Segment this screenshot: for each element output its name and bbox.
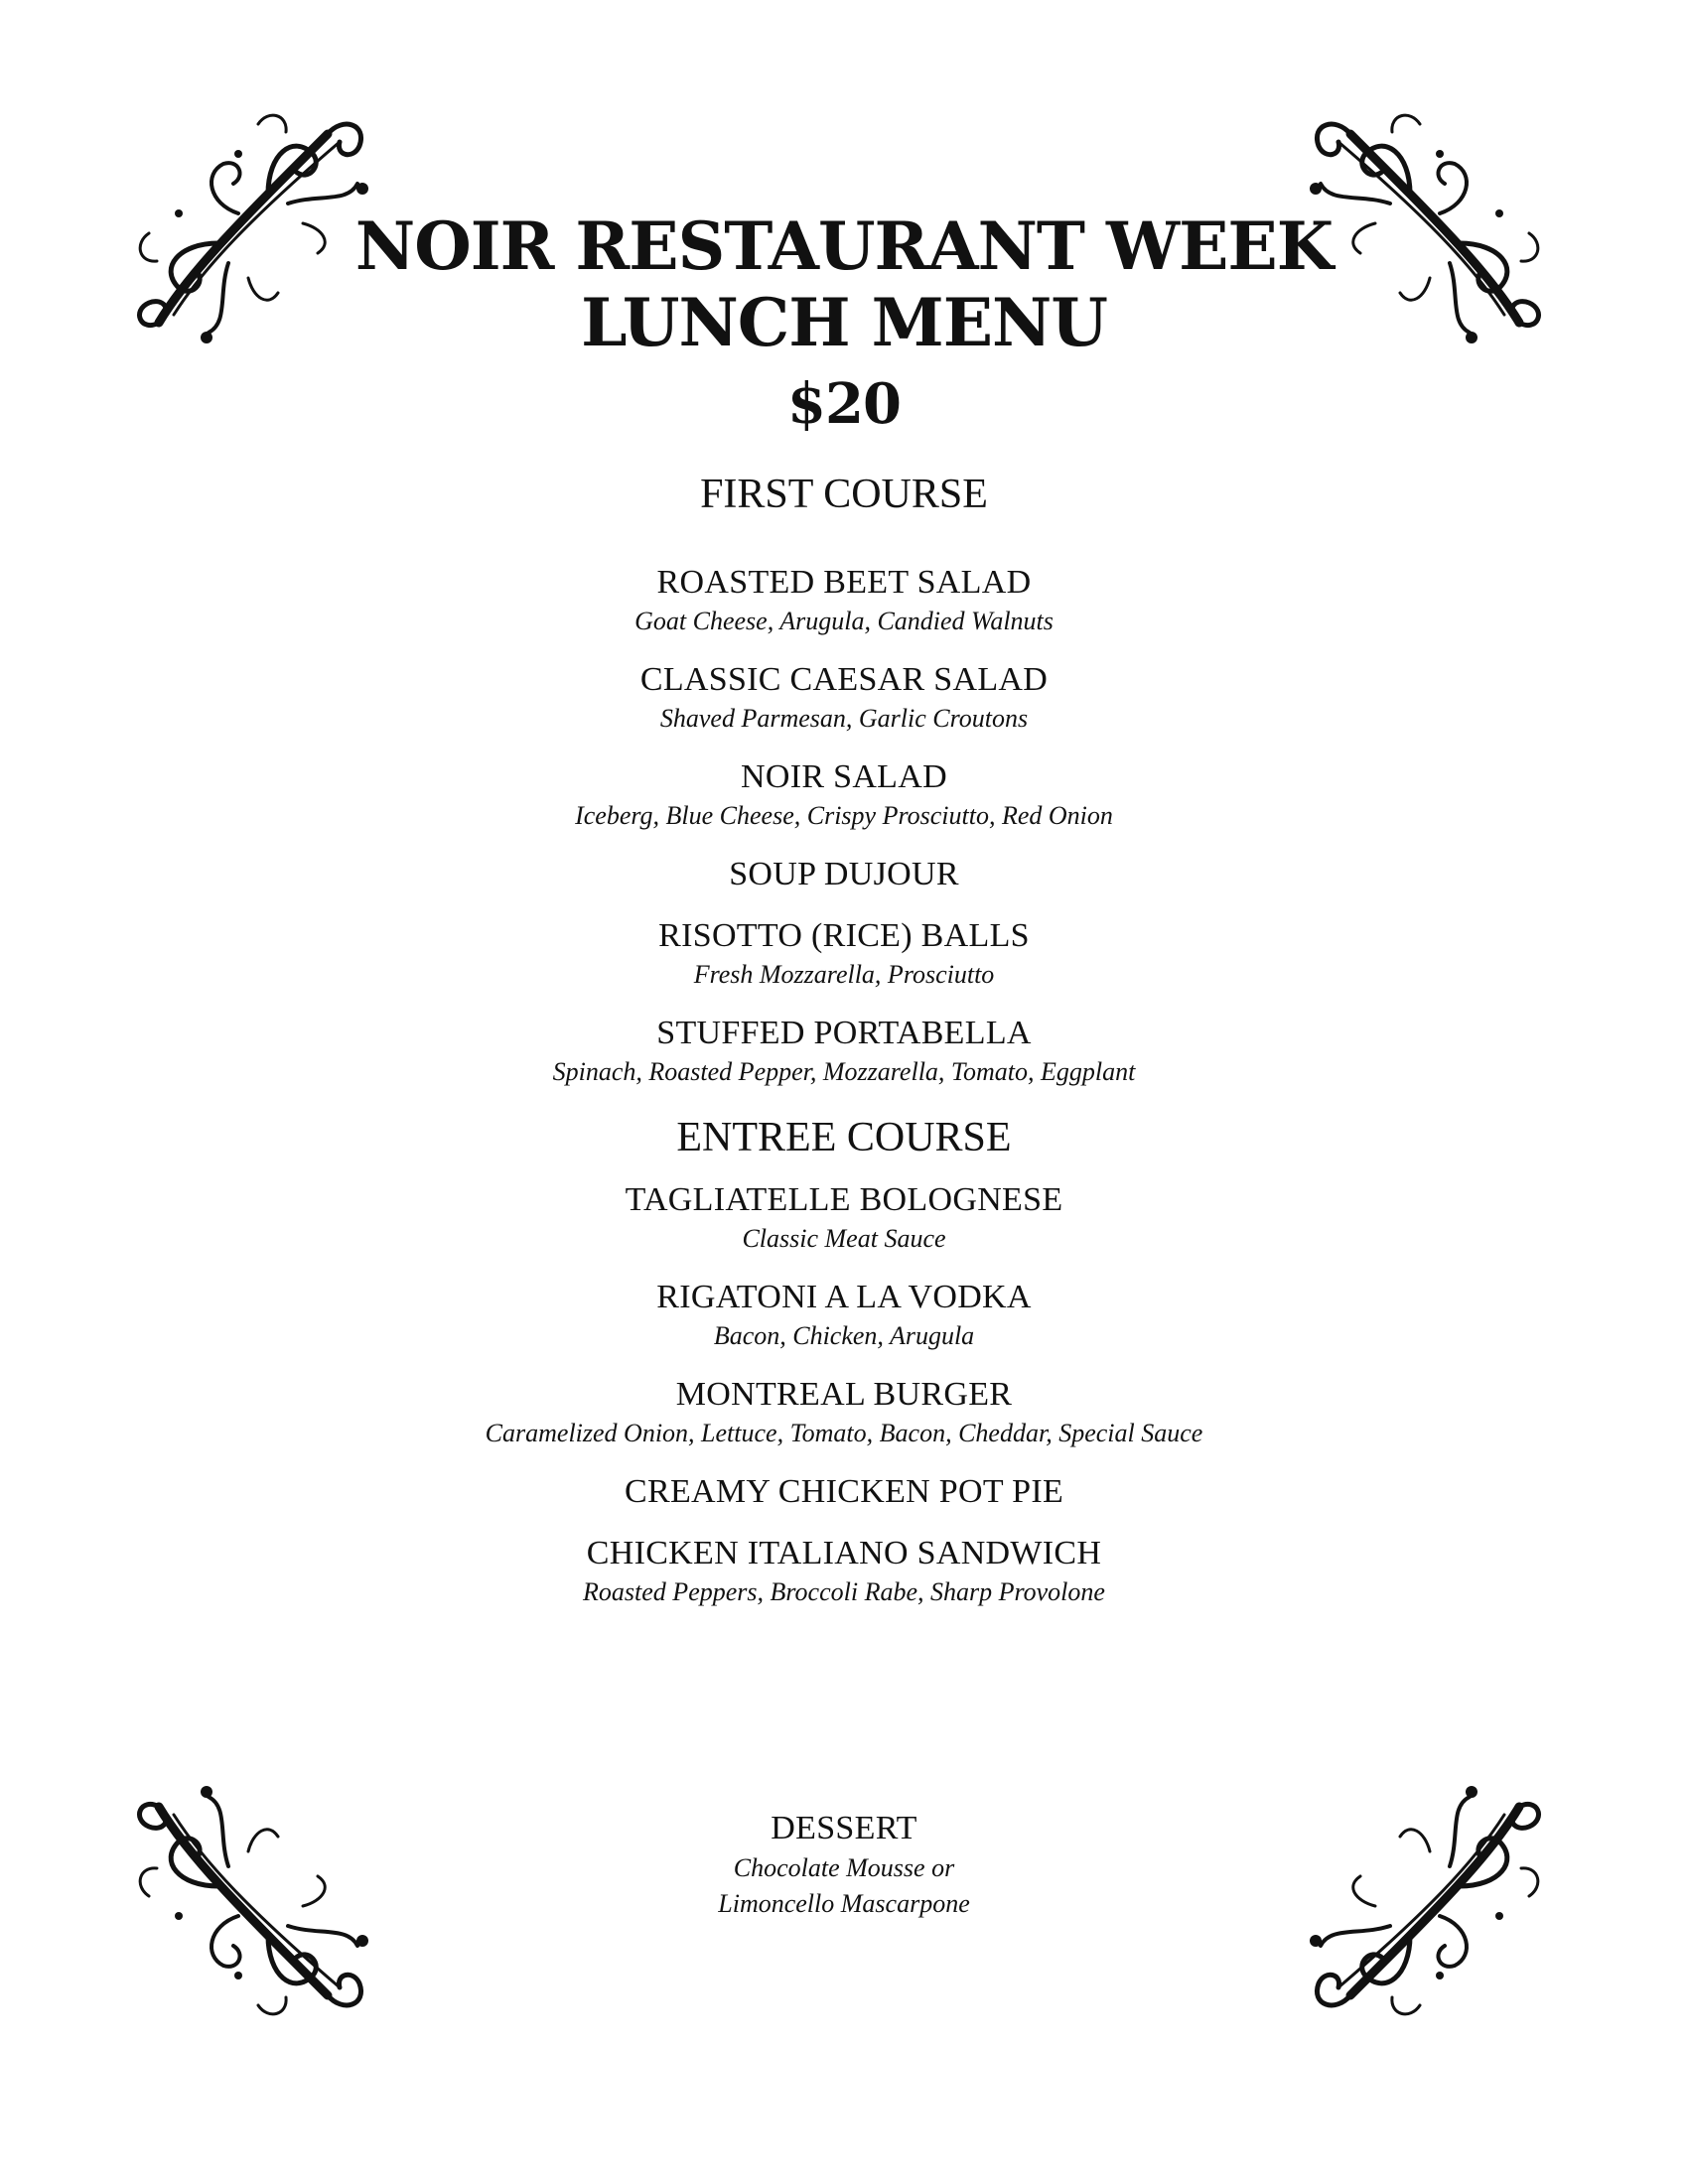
menu-item (0, 1533, 1688, 1610)
menu-body (0, 467, 1688, 1630)
menu-item-name: STUFFED PORTABELLA (656, 1015, 1032, 1051)
menu-item-description: Bacon, Chicken, Arugula (713, 1321, 975, 1350)
menu-item-description: Shaved Parmesan, Garlic Croutons (659, 704, 1029, 733)
menu-item-description: Roasted Peppers, Broccoli Rabe, Sharp Provolone (583, 1577, 1105, 1606)
menu-item (0, 854, 1688, 895)
menu-item-name: TAGLIATELLE BOLOGNESE (625, 1181, 1063, 1218)
menu-item (0, 1179, 1688, 1257)
menu-item-name: CLASSIC CAESAR SALAD (639, 661, 1049, 698)
menu-item-name: CREAMY CHICKEN POT PIE (624, 1473, 1064, 1510)
menu-item-description: Caramelized Onion, Lettuce, Tomato, Bacon, Cheddar, Special Sauce (485, 1419, 1203, 1447)
menu-item (0, 659, 1688, 737)
menu-price: $20 (787, 371, 901, 437)
menu-item-description: Iceberg, Blue Cheese, Crispy Prosciutto, Red Onion (575, 801, 1113, 830)
menu-item-name: CHICKEN ITALIANO SANDWICH (586, 1535, 1102, 1571)
menu-item-description: Spinach, Roasted Pepper, Mozzarella, Tomato, Eggplant (552, 1057, 1136, 1086)
menu-item (0, 756, 1688, 834)
menu-item-description: Goat Cheese, Arugula, Candied Walnuts (634, 607, 1054, 635)
menu-item-name: RISOTTO (RICE) BALLS (658, 917, 1030, 954)
menu-item (0, 1277, 1688, 1354)
menu-item-description: Fresh Mozzarella, Prosciutto (693, 960, 995, 989)
menu-item (0, 1374, 1688, 1451)
dessert-option: Limoncello Mascarpone (718, 1889, 970, 1918)
dessert-section (0, 1807, 1688, 1922)
menu-item-description: Classic Meat Sauce (742, 1224, 946, 1253)
first-course-heading: FIRST COURSE (700, 472, 988, 517)
menu-item (0, 915, 1688, 993)
menu-title: NOIR RESTAURANT WEEK (354, 207, 1334, 285)
menu-item-name: NOIR SALAD (741, 758, 947, 795)
menu-item-name: ROASTED BEET SALAD (656, 564, 1032, 601)
menu-item-name: SOUP DUJOUR (729, 856, 959, 892)
menu-item-name: MONTREAL BURGER (675, 1376, 1013, 1413)
entree-course-heading: ENTREE COURSE (676, 1115, 1012, 1160)
menu-item-name: RIGATONI A LA VODKA (656, 1279, 1032, 1315)
menu-subtitle: LUNCH MENU (581, 284, 1107, 361)
menu-item (0, 1013, 1688, 1090)
menu-item (0, 1471, 1688, 1513)
dessert-option: Chocolate Mousse or (733, 1853, 955, 1882)
dessert-heading: DESSERT (771, 1810, 917, 1846)
menu-item (0, 562, 1688, 639)
